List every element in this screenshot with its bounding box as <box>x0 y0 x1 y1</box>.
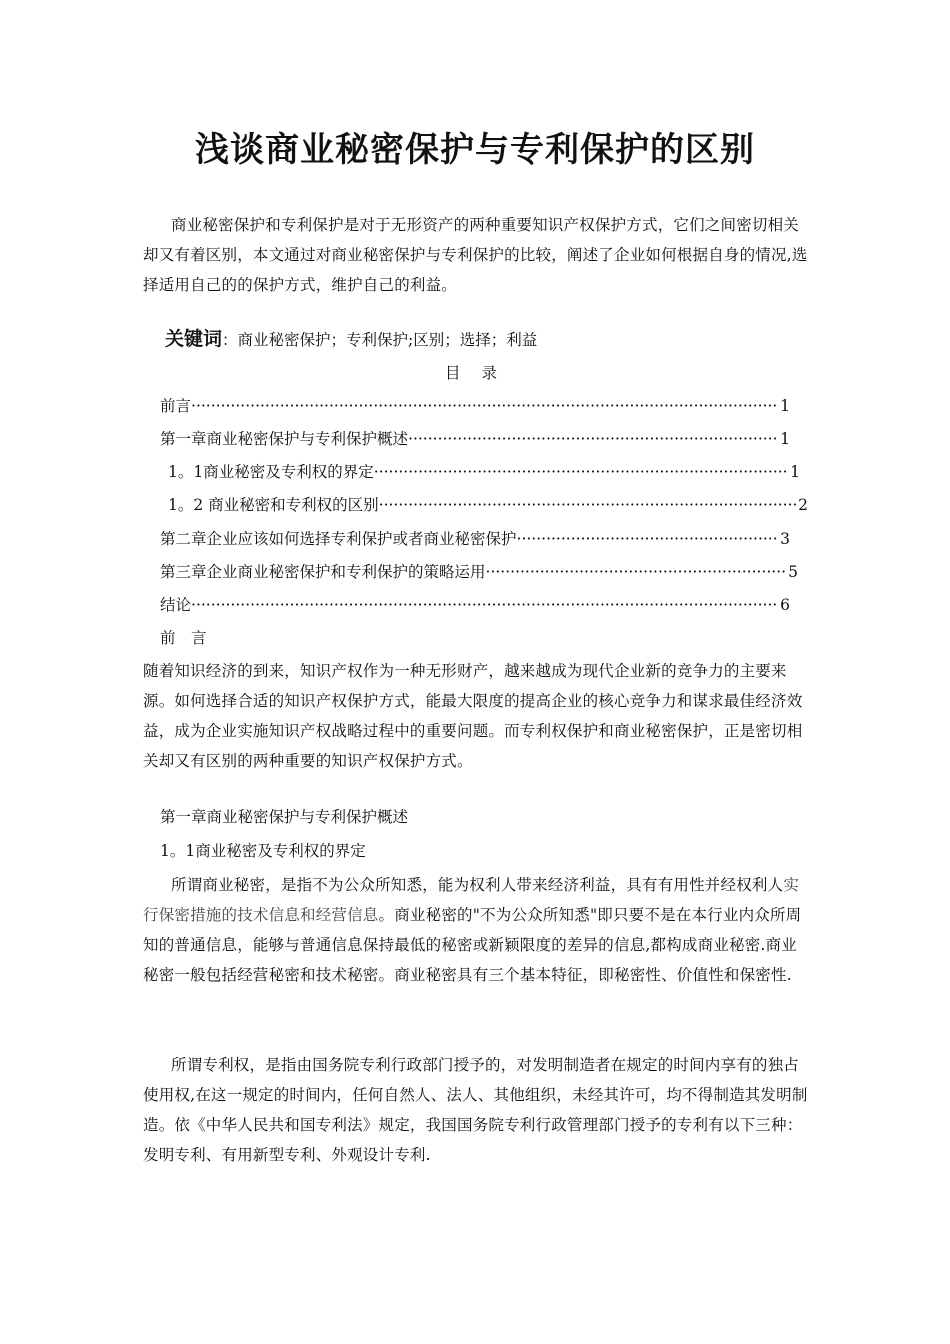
toc-leader-dots <box>191 391 779 421</box>
toc-leader-dots <box>374 457 789 487</box>
toc-entry-label: 第三章企业商业秘密保护和专利保护的策略运用 <box>160 563 486 581</box>
toc-entry-page: 3 <box>780 530 790 548</box>
toc-leader-dots <box>191 590 779 620</box>
toc-entry-label: 1。1商业秘密及专利权的界定 <box>168 463 374 481</box>
toc-entry[interactable] <box>160 391 790 421</box>
preface-heading: 前 言 <box>160 629 207 647</box>
keywords-line <box>165 324 537 355</box>
toc-entry-page: 1 <box>790 463 800 481</box>
trade-secret-text-highlight: 实行保密措施的技术信息和经营信息 <box>143 876 800 924</box>
toc-entry-page: 6 <box>780 596 790 614</box>
toc-leader-dots <box>486 557 788 587</box>
toc-entry-label: 第一章商业秘密保护与专利保护概述 <box>160 430 409 448</box>
toc-entry[interactable] <box>160 524 790 554</box>
toc-leader-dots <box>517 524 780 554</box>
toc-entry-page: 2 <box>798 496 808 514</box>
toc-entry[interactable] <box>168 457 800 487</box>
preface-paragraph: 随着知识经济的到来，知识产权作为一种无形财产，越来越成为现代企业新的竞争力的主要来源。如何选择合适的知识产权保护方式，能最大限度的提高企业的核心竞争力和谋求最佳经济效益，成为企业实施知识产权战略过程中的重要问题。而专利权保护和商业秘密保护，正是密切相关却又有区别的两种重要的知识产权保护方式。 <box>143 662 803 770</box>
keywords-colon: ： <box>222 331 238 349</box>
toc-entry[interactable] <box>168 490 808 520</box>
toc-heading: 目 录 <box>445 364 505 382</box>
trade-secret-text-start: 所谓商业秘密，是指不为公众所知悉，能为权利人带来经济利益，具有有用性并经权利人 <box>171 876 784 894</box>
abstract-paragraph: 商业秘密保护和专利保护是对于无形资产的两种重要知识产权保护方式，它们之间密切相关却又有着区别，本文通过对商业秘密保护与专利保护的比较，阐述了企业如何根据自身的情况,选择适用自己的的保护方式，维护自己的利益。 <box>143 216 808 294</box>
toc-entry-label: 第二章企业应该如何选择专利保护或者商业秘密保护 <box>160 530 517 548</box>
toc-entry[interactable] <box>160 424 790 454</box>
patent-paragraph: 所谓专利权，是指由国务院专利行政部门授予的，对发明制造者在规定的时间内享有的独占使用权,在这一规定的时间内，任何自然人、法人、其他组织，未经其许可，均不得制造其发明制造。依《中华人民共和国专利法》规定，我国国务院专利行政管理部门授予的专利有以下三种： 发明专利、有用新型专利、外观设计专利. <box>143 1056 816 1164</box>
toc-leader-dots <box>379 490 797 520</box>
toc-entry[interactable] <box>160 557 798 587</box>
toc-entry-page: 1 <box>780 397 790 415</box>
toc-entry[interactable] <box>160 590 790 620</box>
trade-secret-paragraph <box>143 870 808 990</box>
toc-leader-dots <box>408 424 779 454</box>
toc-entry-page: 5 <box>788 563 798 581</box>
section1-1-heading: 1。1商业秘密及专利权的界定 <box>160 842 366 860</box>
toc-entry-page: 1 <box>780 430 790 448</box>
chapter1-heading: 第一章商业秘密保护与专利保护概述 <box>160 808 409 826</box>
document-title: 浅谈商业秘密保护与专利保护的区别 <box>195 130 755 170</box>
toc-entry-label: 1。2 商业秘密和专利权的区别 <box>168 496 379 514</box>
toc-entry-label: 结论 <box>160 596 192 614</box>
toc-entry-label: 前言 <box>160 397 192 415</box>
keywords-label: 关键词 <box>165 328 223 350</box>
keywords-text: 商业秘密保护；专利保护;区别；选择；利益 <box>237 331 538 349</box>
trade-secret-text-end: 。商业秘密的"不为公众所知悉"即只要不是在本行业内众所周知的普通信息，能够与普通信息保持最低的秘密或新颖限度的差异的信息,都构成商业秘密.商业秘密一般包括经营秘密和技术秘密。商业秘密具有三个基本特征，即秘密性、价值性和保密性. <box>143 906 802 984</box>
